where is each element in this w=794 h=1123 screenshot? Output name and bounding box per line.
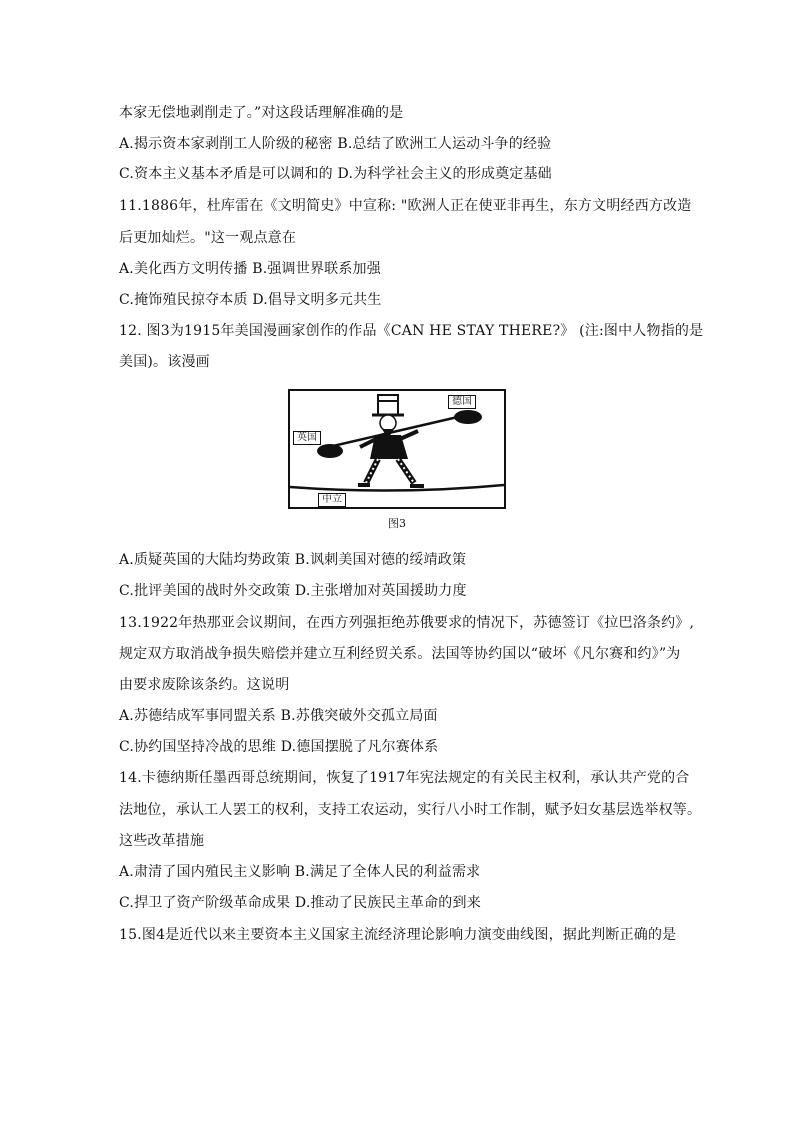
figure-caption: 图3 — [388, 517, 406, 530]
cartoon-figure — [288, 389, 506, 509]
question-11: 11.1886年，杜库雷在《文明简史》中宣称: "欧洲人正在使亚非再生，东方文明经西方改造 — [119, 198, 692, 214]
label-neutral: 中立 — [318, 493, 346, 507]
text-line: 由要求废除该条约。这说明 — [119, 677, 290, 693]
text-line: 后更加灿烂。"这一观点意在 — [119, 230, 297, 246]
question-13: 13.1922年热那亚会议期间，在西方列强拒绝苏俄要求的情况下，苏德签订《拉巴洛条约》, — [119, 615, 695, 631]
text-line: 法地位，承认工人罢工的权利，支持工农运动，实行八小时工作制，赋予妇女基层选举权等。 — [119, 802, 702, 818]
option-line: A.质疑英国的大陆均势政策 B.讽刺美国对德的绥靖政策 — [119, 552, 467, 568]
text-line: 美国)。该漫画 — [119, 354, 210, 370]
question-12: 12. 图3为1915年美国漫画家创作的作品《CAN HE STAY THERE?》 (注:图中人物指的是 — [119, 323, 704, 339]
text-line: 规定双方取消战争损失赔偿并建立互利经贸关系。法国等协约国以“破坏《凡尔赛和约》”为 — [119, 646, 681, 662]
option-line: C.捍卫了资产阶级革命成果 D.推动了民族民主革命的到来 — [119, 895, 481, 911]
label-germany: 德国 — [448, 395, 476, 409]
label-britain: 英国 — [293, 431, 321, 445]
option-line: A.苏德结成军事同盟关系 B.苏俄突破外交孤立局面 — [119, 708, 438, 724]
question-15: 15.图4是近代以来主要资本主义国家主流经济理论影响力演变曲线图，据此判断正确的是 — [119, 927, 677, 943]
option-line: A.肃清了国内殖民主义影响 B.满足了全体人民的利益需求 — [119, 864, 481, 880]
option-line: C.掩饰殖民掠夺本质 D.倡导文明多元共生 — [119, 292, 382, 308]
option-line: A.美化西方文明传播 B.强调世界联系加强 — [119, 261, 381, 277]
option-line: C.批评美国的战时外交政策 D.主张增加对英国援助力度 — [119, 583, 467, 599]
question-14: 14.卡德纳斯任墨西哥总统期间，恢复了1917年宪法规定的有关民主权利，承认共产党的合 — [119, 770, 690, 786]
option-line: A.揭示资本家剥削工人阶级的秘密 B.总结了欧洲工人运动斗争的经验 — [119, 136, 552, 152]
option-line: C.资本主义基本矛盾是可以调和的 D.为科学社会主义的形成奠定基础 — [119, 166, 552, 182]
text-line: 本家无偿地剥削走了。”对这段话理解准确的是 — [119, 105, 404, 121]
option-line: C.协约国坚持冷战的思维 D.德国摆脱了凡尔赛体系 — [119, 739, 439, 755]
text-line: 这些改革措施 — [119, 833, 205, 849]
